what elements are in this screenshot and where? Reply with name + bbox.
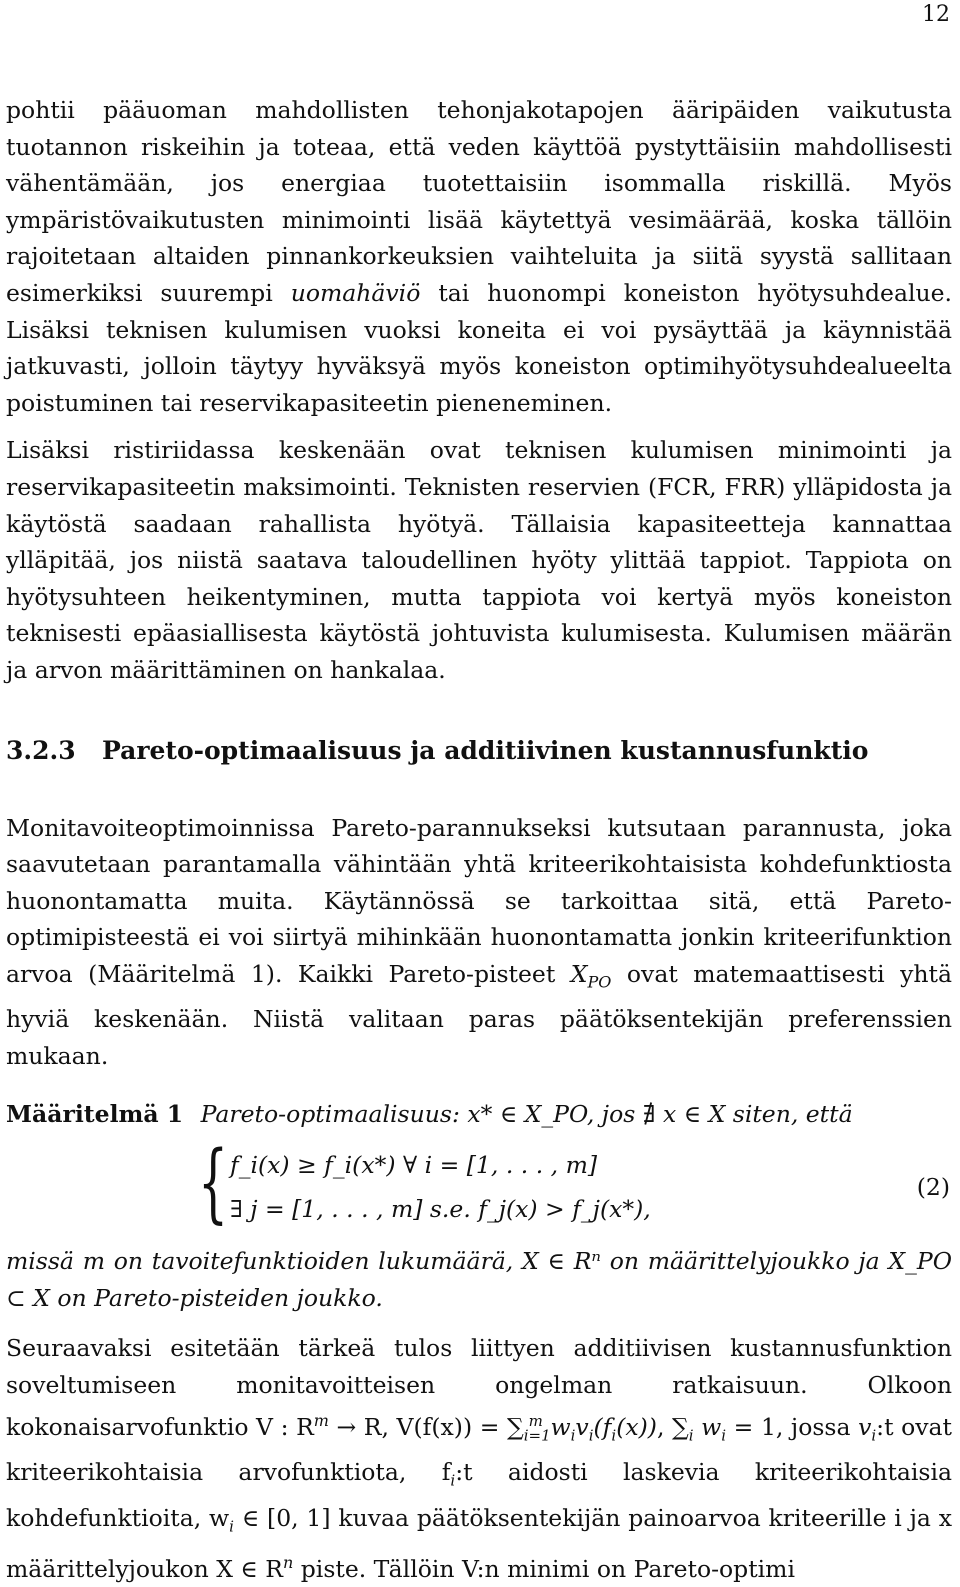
definition-explanation: missä m on tavoitefunktioiden lukumäärä, X ∈ Rⁿ on määrittelyjoukko ja X_PO ⊂ X on Pareto-pisteiden joukko.	[6, 1246, 952, 1312]
paragraph-2: Lisäksi ristiriidassa keskenään ovat teknisen kulumisen minimointi ja reservikapasiteetin maksimointi. Teknisten reservien (FCR, FRR) ylläpidosta ja käytöstä saadaan rahallista hyötyä. Tällaisia kapasiteetteja kannattaa ylläpitää, jos niistä saatava taloudellinen hyöty ylittää tappiot. Tappiota on hyötysuhteen heikentyminen, mutta tappiota voi kertyä myös koneiston teknisesti epäasiallisesta käytöstä johtuvista kulumisesta. Kulumisen määrän ja arvon määrittäminen on hankalaa.	[6, 436, 952, 684]
paragraph-1-text: pohtii pääuoman mahdollisten tehonjakotapojen ääripäiden vaikutusta tuotannon riskeihin ja toteaa, että veden käyttöä pystyttäisiin mahdollisesti vähentämään, jos energiaa tuotettaisiin isommalla riskillä. Myös ympäristövaikutusten minimointi lisää käytettyä vesimäärää, koska tällöin rajoitetaan altaiden pinnankorkeuksien vaihteluita ja siitä syystä sallitaan esimerkiksi suurempi	[6, 96, 952, 307]
paragraph-3	[6, 810, 952, 1075]
section-title: Pareto-optimaalisuus ja additiivinen kustannusfunktio	[102, 735, 869, 765]
math-v-sub: i	[871, 1426, 877, 1445]
math-subscript: PO	[587, 972, 612, 992]
paragraph-4-text: Seuraavaksi esitetään tärkeä tulos liittyen additiivisen kustannusfunktion soveltumiseen monitavoitteisen ongelman ratkaisuun. Olkoon kokonaisarvofunktio V : R	[6, 1334, 952, 1442]
math-symbol: X	[570, 959, 588, 988]
page-content	[6, 92, 952, 1587]
math-v: v	[858, 1413, 872, 1442]
left-brace-icon: {	[198, 1132, 229, 1233]
definition-header	[6, 1096, 952, 1133]
definition-title: Pareto-optimaalisuus:	[200, 1100, 460, 1129]
section-number: 3.2.3	[6, 735, 76, 765]
equation-2	[6, 1132, 952, 1237]
paragraph-4: Seuraavaksi esitetään tärkeä tulos liittyen additiivisen kustannusfunktion soveltumiseen monitavoitteisen ongelman ratkaisuun. Olkoon kokonaisarvofunktio V : $R^m \to R$, $V(f(x)) = \sum_{i=1}^m$ $w_iv_i(f_i(x))$, $\sum_i$ $w_i = 1$, jossa $v_i:t$ ovat kriteerikohtaisia arvofunktiota, $f_i:t$ aidosti laskevia kriteerikohtaisia kohdefunktioita, $w_i$ ∈ [0, 1] kuvaa päätöksentekijän painoarvoa kriteerille i ja x määrittelyjoukon X ∈ $R^n$ piste. Tällöin V:n minimi on Pareto-optimi	[6, 1334, 953, 1583]
paragraph-3-text: Monitavoiteoptimoinnissa Pareto-parannukseksi kutsutaan parannusta, joka saavutetaan parantamalla vähintään yhtä kriteerikohtaisista kohdefunktiosta huonontamatta muita. Käytännössä se tarkoittaa sitä, että Pareto-optimipisteestä ei voi siirtyä mihinkään huonontamatta jonkin kriteerifunktion arvoa (Määritelmä 1). Kaikki Pareto-pisteet	[6, 813, 952, 988]
paragraph-4-end: piste. Tällöin V:n minimi on Pareto-optimi	[300, 1554, 795, 1583]
paragraph-1	[6, 92, 952, 421]
page-number: 12	[922, 2, 950, 27]
italic-term: uomahäviö	[290, 278, 421, 307]
definition-label: Määritelmä 1	[6, 1100, 184, 1129]
paragraph-1-end: tai huonompi koneiston hyötysuhdealue. Lisäksi teknisen kulumisen vuoksi koneita ei voi pysäyttää ja käynnistää jatkuvasti, jolloin täytyy hyväksyä myös koneiston optimihyötysuhdealueelta poistuminen tai reservikapasiteetin pieneneminen.	[6, 278, 952, 417]
paragraph-4-mid2: :t aidosti laskevia kriteerikohtaisia kohdefunktioita, w	[6, 1458, 953, 1532]
paragraph-4-mid3: ∈ [0, 1] kuvaa päätöksentekijän painoarvoa kriteerille i ja x määrittelyjoukon X ∈ R	[6, 1503, 952, 1583]
equation-line-1: f_i(x) ≥ f_i(x*) ∀ i = [1, . . . , m]	[230, 1150, 598, 1179]
section-heading	[6, 734, 952, 768]
definition-condition: x* ∈ X_PO, jos ∄ x ∈ X siten, että	[467, 1100, 853, 1129]
paragraph-3-end: ovat matemaattisesti yhtä hyviä keskenään. Niistä valitaan paras päätöksentekijän preferenssien mukaan.	[6, 959, 952, 1070]
equation-line-2: ∃ j = [1, . . . , m] s.e. f_j(x) > f_j(x*),	[230, 1194, 651, 1223]
definition-block	[6, 1096, 952, 1316]
equation-number: (2)	[916, 1172, 950, 1201]
paragraph-4-mid: :t ovat kriteerikohtaisia arvofunktiota, f	[6, 1413, 952, 1487]
